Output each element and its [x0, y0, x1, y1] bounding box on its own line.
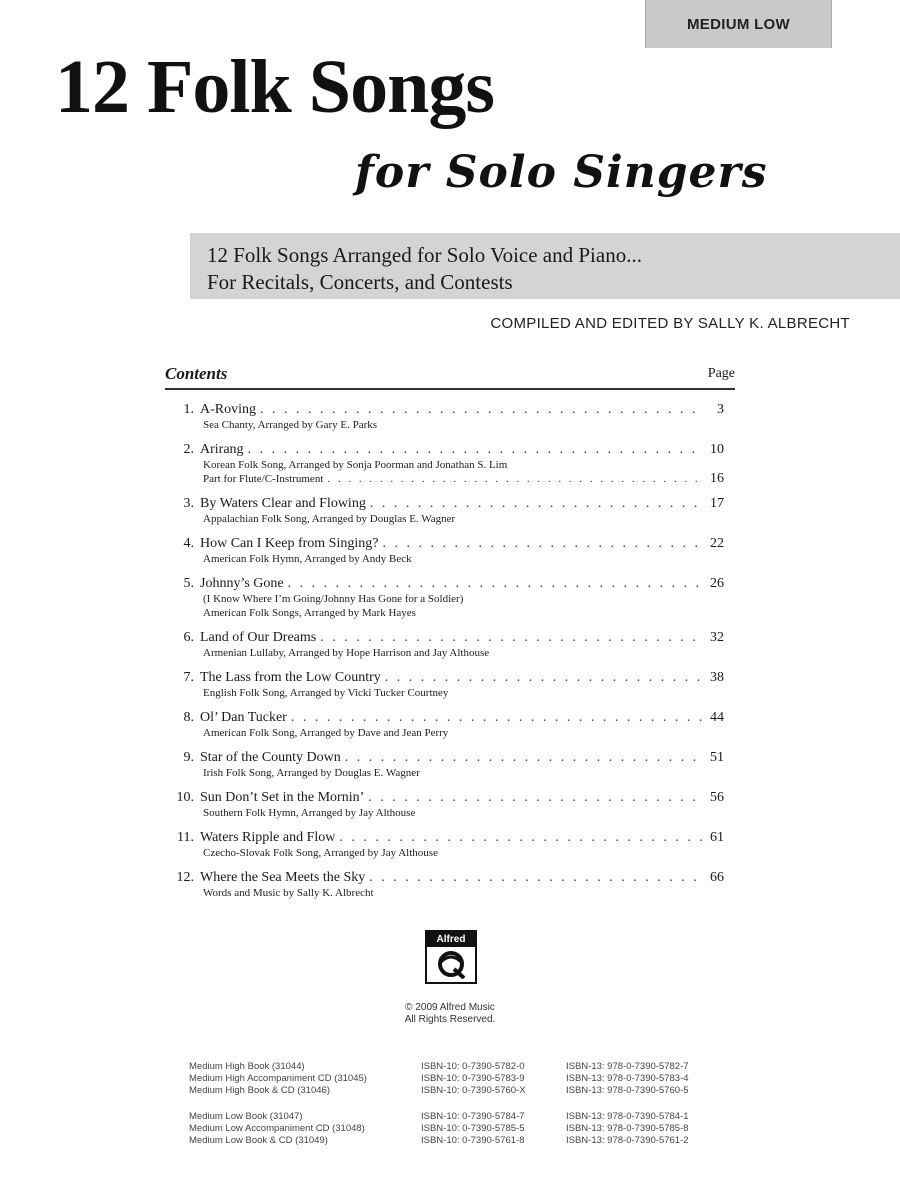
toc-entry-credit: (I Know Where I’m Going/Johnny Has Gone for a Soldier) [203, 593, 464, 605]
toc-entry-page: 61 [710, 830, 724, 845]
toc-entry-credit: American Folk Songs, Arranged by Mark Hayes [203, 607, 416, 619]
toc-entry-line [172, 670, 724, 686]
isbn-product: Medium High Book (31044) [189, 1061, 305, 1072]
toc-entry-title: Waters Ripple and Flow [200, 830, 336, 845]
toc-entry [172, 870, 724, 900]
toc-entry-line [172, 496, 724, 512]
toc-entry-page: 44 [710, 710, 724, 725]
copyright-line-1: © 2009 Alfred Music [405, 1002, 495, 1013]
isbn-product: Medium Low Book & CD (31049) [189, 1135, 328, 1146]
toc-entry-page: 32 [710, 630, 724, 645]
toc-entry [172, 442, 724, 486]
toc-entry-number: 5. [183, 576, 194, 591]
toc-leader-dots [385, 670, 702, 686]
toc-entry [172, 576, 724, 620]
toc-entry-number: 9. [183, 750, 194, 765]
isbn-group-medium-high [189, 1061, 749, 1097]
toc-entry-page: 22 [710, 536, 724, 551]
toc-entry [172, 790, 724, 820]
toc-entry-title: Star of the County Down [200, 750, 341, 765]
toc-subentry-title: Part for Flute/C-Instrument [203, 473, 324, 485]
alfred-logo [425, 930, 477, 984]
isbn-10: ISBN-10: 0-7390-5760-X [421, 1085, 526, 1096]
toc-entry [172, 402, 724, 432]
toc-leader-dots [339, 830, 702, 846]
toc-entry-title: Johnny’s Gone [200, 576, 284, 591]
isbn-10: ISBN-10: 0-7390-5785-5 [421, 1123, 525, 1134]
toc-leader-dots [248, 442, 702, 458]
toc-entry-line [172, 830, 724, 846]
isbn-10: ISBN-10: 0-7390-5782-0 [421, 1061, 525, 1072]
toc-entry-page: 17 [710, 496, 724, 511]
toc-entry-page: 26 [710, 576, 724, 591]
toc-entry-title: Where the Sea Meets the Sky [200, 870, 366, 885]
table-of-contents [172, 402, 724, 900]
toc-leader-dots [368, 790, 702, 806]
toc-entry-line [172, 790, 724, 806]
toc-entry-page: 10 [710, 442, 724, 457]
toc-entry [172, 750, 724, 780]
isbn-13: ISBN-13: 978-0-7390-5785-8 [566, 1123, 689, 1134]
copyright-line-2: All Rights Reserved. [404, 1014, 496, 1025]
book-title: 12 Folk Songs [55, 45, 494, 129]
isbn-13: ISBN-13: 978-0-7390-5782-7 [566, 1061, 689, 1072]
isbn-10: ISBN-10: 0-7390-5761-8 [421, 1135, 525, 1146]
contents-label: Contents [165, 364, 228, 383]
toc-entry-subline [172, 472, 724, 486]
toc-entry-number: 7. [183, 670, 194, 685]
toc-entry-title: Ol’ Dan Tucker [200, 710, 287, 725]
toc-entry-credit: Irish Folk Song, Arranged by Douglas E. Wagner [203, 767, 420, 779]
toc-entry-credit: Words and Music by Sally K. Albrecht [203, 887, 374, 899]
toc-entry-page: 51 [710, 750, 724, 765]
toc-entry-number: 4. [183, 536, 194, 551]
toc-leader-dots [370, 496, 702, 512]
contents-header [165, 362, 735, 390]
toc-leader-dots [382, 536, 702, 552]
toc-entry-page: 56 [710, 790, 724, 805]
toc-leader-dots [291, 710, 702, 726]
description-line-1: 12 Folk Songs Arranged for Solo Voice and Piano... [207, 243, 642, 267]
isbn-13: ISBN-13: 978-0-7390-5760-5 [566, 1085, 689, 1096]
toc-entry-title: A-Roving [200, 402, 256, 417]
isbn-product: Medium Low Book (31047) [189, 1111, 303, 1122]
toc-entry-line [172, 576, 724, 592]
isbn-product: Medium High Accompaniment CD (31045) [189, 1073, 367, 1084]
toc-entry-number: 1. [183, 402, 194, 417]
isbn-10: ISBN-10: 0-7390-5784-7 [421, 1111, 525, 1122]
toc-entry-page: 3 [717, 402, 724, 417]
toc-entry-title: The Lass from the Low Country [200, 670, 381, 685]
toc-entry-title: Land of Our Dreams [200, 630, 317, 645]
toc-entry-credit: Sea Chanty, Arranged by Gary E. Parks [203, 419, 378, 431]
isbn-13: ISBN-13: 978-0-7390-5784-1 [566, 1111, 689, 1122]
alfred-logo-text: Alfred [427, 932, 475, 947]
isbn-row [189, 1123, 749, 1135]
isbn-13: ISBN-13: 978-0-7390-5783-4 [566, 1073, 689, 1084]
toc-entry-credit: Armenian Lullaby, Arranged by Hope Harrison and Jay Althouse [203, 647, 490, 659]
toc-subentry-page: 16 [710, 471, 724, 486]
toc-entry-line [172, 402, 724, 418]
toc-entry-title: Arirang [200, 442, 244, 457]
toc-entry-number: 10. [176, 790, 194, 805]
isbn-product: Medium High Book & CD (31046) [189, 1085, 330, 1096]
toc-leader-dots [345, 750, 702, 766]
toc-entry-number: 11. [177, 830, 194, 845]
toc-entry-line [172, 870, 724, 886]
toc-entry-credit: Southern Folk Hymn, Arranged by Jay Althouse [203, 807, 416, 819]
isbn-row [189, 1135, 749, 1147]
toc-entry-title: Sun Don’t Set in the Mornin’ [200, 790, 365, 805]
alfred-logo-icon [434, 949, 468, 979]
toc-entry [172, 670, 724, 700]
isbn-row [189, 1061, 749, 1073]
toc-entry-credit: Korean Folk Song, Arranged by Sonja Poorman and Jonathan S. Lim [203, 459, 508, 471]
toc-entry-line [172, 442, 724, 458]
voice-range-tab: MEDIUM LOW [645, 0, 832, 48]
page-column-label: Page [707, 366, 735, 381]
isbn-product: Medium Low Accompaniment CD (31048) [189, 1123, 365, 1134]
toc-leader-dots [288, 576, 702, 592]
toc-entry-page: 66 [710, 870, 724, 885]
isbn-row [189, 1073, 749, 1085]
book-subtitle: for Solo Singers [355, 147, 768, 198]
toc-entry-line [172, 750, 724, 766]
toc-entry-title: By Waters Clear and Flowing [200, 496, 366, 511]
toc-leader-dots [320, 630, 702, 646]
toc-entry-credit: English Folk Song, Arranged by Vicki Tucker Courtney [203, 687, 449, 699]
toc-entry-number: 2. [183, 442, 194, 457]
toc-entry [172, 830, 724, 860]
isbn-group-medium-low [189, 1111, 749, 1147]
compiled-by: COMPILED AND EDITED BY SALLY K. ALBRECHT [490, 315, 850, 332]
description-line-2: For Recitals, Concerts, and Contests [207, 270, 513, 294]
toc-entry-credit: American Folk Song, Arranged by Dave and Jean Perry [203, 727, 449, 739]
toc-entry-number: 8. [183, 710, 194, 725]
toc-entry-page: 38 [710, 670, 724, 685]
isbn-row [189, 1111, 749, 1123]
toc-leader-dots [260, 402, 702, 418]
toc-entry-line [172, 630, 724, 646]
toc-entry-credit: American Folk Hymn, Arranged by Andy Beck [203, 553, 412, 565]
toc-leader-dots [369, 870, 702, 886]
toc-entry-number: 3. [183, 496, 194, 511]
toc-entry [172, 710, 724, 740]
toc-entry-number: 6. [183, 630, 194, 645]
toc-entry-line [172, 536, 724, 552]
toc-entry-title: How Can I Keep from Singing? [200, 536, 379, 551]
isbn-13: ISBN-13: 978-0-7390-5761-2 [566, 1135, 689, 1146]
toc-entry-credit: Appalachian Folk Song, Arranged by Douglas E. Wagner [203, 513, 456, 525]
toc-entry-credit: Czecho-Slovak Folk Song, Arranged by Jay Althouse [203, 847, 438, 859]
copyright [350, 1002, 550, 1026]
isbn-10: ISBN-10: 0-7390-5783-9 [421, 1073, 525, 1084]
toc-entry [172, 630, 724, 660]
toc-entry-line [172, 710, 724, 726]
toc-entry-number: 12. [176, 870, 194, 885]
toc-entry [172, 536, 724, 566]
toc-entry [172, 496, 724, 526]
isbn-row [189, 1085, 749, 1097]
toc-leader-dots [327, 472, 702, 486]
